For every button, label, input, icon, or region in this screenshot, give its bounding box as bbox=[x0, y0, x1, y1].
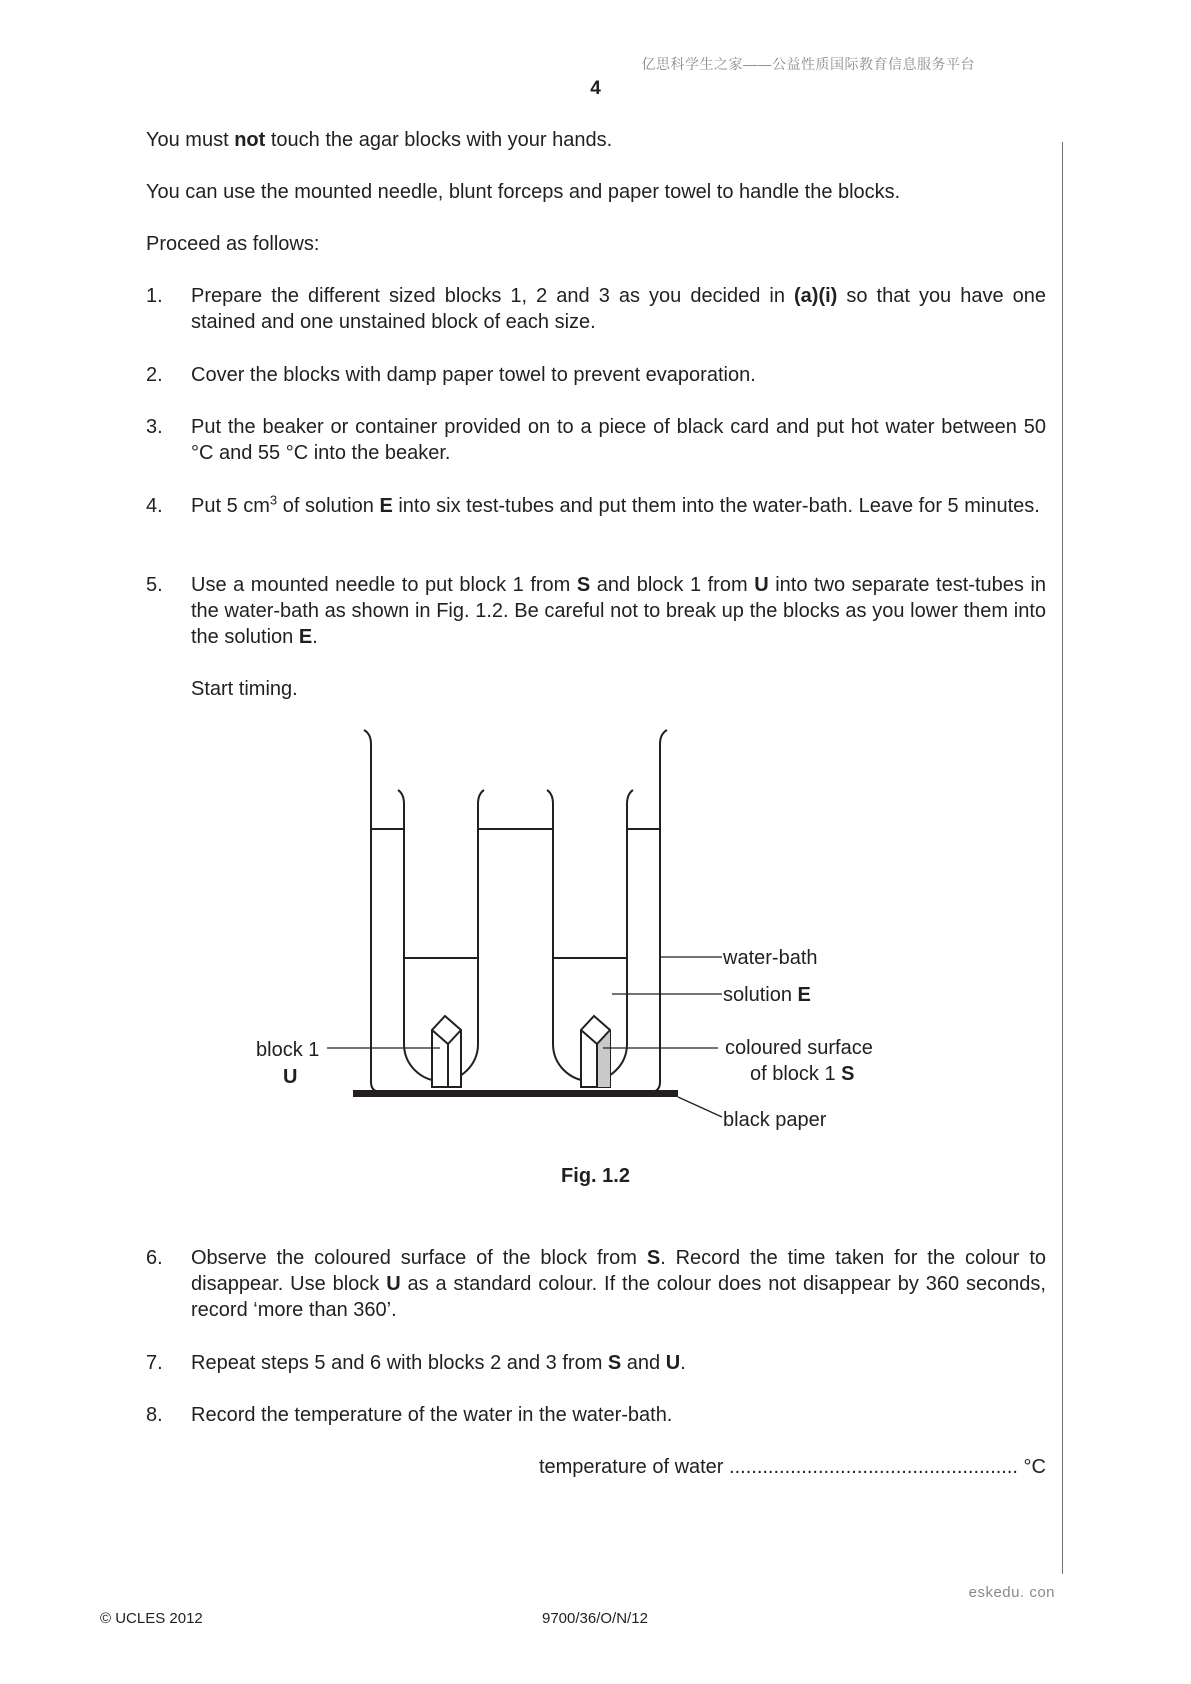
step-text: Observe the coloured surface of the block from S. Record the time taken for the colour to disappear. Use block U as a standard colour. If the colour does not disappear by 360 seconds, record ‘more than 360’. bbox=[191, 1247, 1046, 1321]
black-paper bbox=[353, 1090, 678, 1097]
label-water-bath: water-bath bbox=[723, 947, 818, 969]
label-solution: solution E bbox=[723, 984, 811, 1006]
temperature-unit: °C bbox=[1023, 1456, 1046, 1478]
footer-paper-code: 9700/36/O/N/12 bbox=[542, 1610, 648, 1627]
page-number: 4 bbox=[590, 78, 601, 99]
step-number: 5. bbox=[146, 574, 163, 596]
step-text: Prepare the different sized blocks 1, 2 and 3 as you decided in (a)(i) so that you have one stained and one unstained block of each size. bbox=[191, 285, 1046, 333]
label-block-1: block 1 bbox=[256, 1039, 320, 1061]
step-number: 7. bbox=[146, 1352, 163, 1374]
intro-paragraph-2: You can use the mounted needle, blunt forceps and paper towel to handle the blocks. bbox=[146, 181, 901, 203]
step-number: 8. bbox=[146, 1404, 163, 1426]
header-watermark: 亿思科学生之家——公益性质国际教育信息服务平台 bbox=[641, 56, 975, 72]
beaker bbox=[364, 730, 667, 1092]
footer-copyright: © UCLES 2012 bbox=[100, 1610, 203, 1627]
step-text: Put 5 $cm^3$ of solution E into six test-tubes and put them into the water-bath. Leave for 5 minutes. bbox=[191, 492, 1040, 517]
step-text: Put the beaker or container provided on to a piece of black card and put hot water between 50 °C and 55 °C into the beaker. bbox=[191, 416, 1046, 464]
temperature-answer-line[interactable] bbox=[539, 1454, 1046, 1480]
label-block-U: U bbox=[283, 1066, 298, 1088]
step-number: 1. bbox=[146, 285, 163, 307]
label-black-paper: black paper bbox=[723, 1109, 827, 1131]
intro-paragraph-1: You must not touch the agar blocks with your hands. bbox=[146, 129, 613, 151]
step-number: 4. bbox=[146, 495, 163, 517]
block-1-U bbox=[432, 1016, 461, 1087]
step-number: 6. bbox=[146, 1247, 163, 1269]
footer-watermark: eskedu. con bbox=[968, 1584, 1055, 1601]
intro-paragraph-3: Proceed as follows: bbox=[146, 233, 320, 255]
temperature-label: temperature of water bbox=[538, 1456, 724, 1478]
leader-black-paper bbox=[678, 1097, 722, 1117]
start-timing: Start timing. bbox=[191, 678, 298, 700]
step-text: Record the temperature of the water in the water-bath. bbox=[191, 1404, 673, 1426]
label-of-block-1-S: of block 1 S bbox=[750, 1063, 855, 1085]
label-coloured-surface: coloured surface bbox=[725, 1037, 873, 1059]
temperature-dots[interactable]: .................................................... bbox=[729, 1456, 1018, 1478]
step-text: Cover the blocks with damp paper towel to prevent evaporation. bbox=[191, 364, 756, 386]
step-text: Use a mounted needle to put block 1 from S and block 1 from U into two separate test-tubes in the water-bath as shown in Fig. 1.2. Be careful not to break up the blocks as you lower them into the solution E. bbox=[191, 574, 1047, 648]
step-number: 2. bbox=[146, 364, 163, 386]
step-text: Repeat steps 5 and 6 with blocks 2 and 3 from S and U. bbox=[191, 1352, 686, 1374]
step-number: 3. bbox=[146, 416, 163, 438]
figure-caption: Fig. 1.2 bbox=[561, 1165, 630, 1187]
block-1-S bbox=[581, 1016, 610, 1087]
